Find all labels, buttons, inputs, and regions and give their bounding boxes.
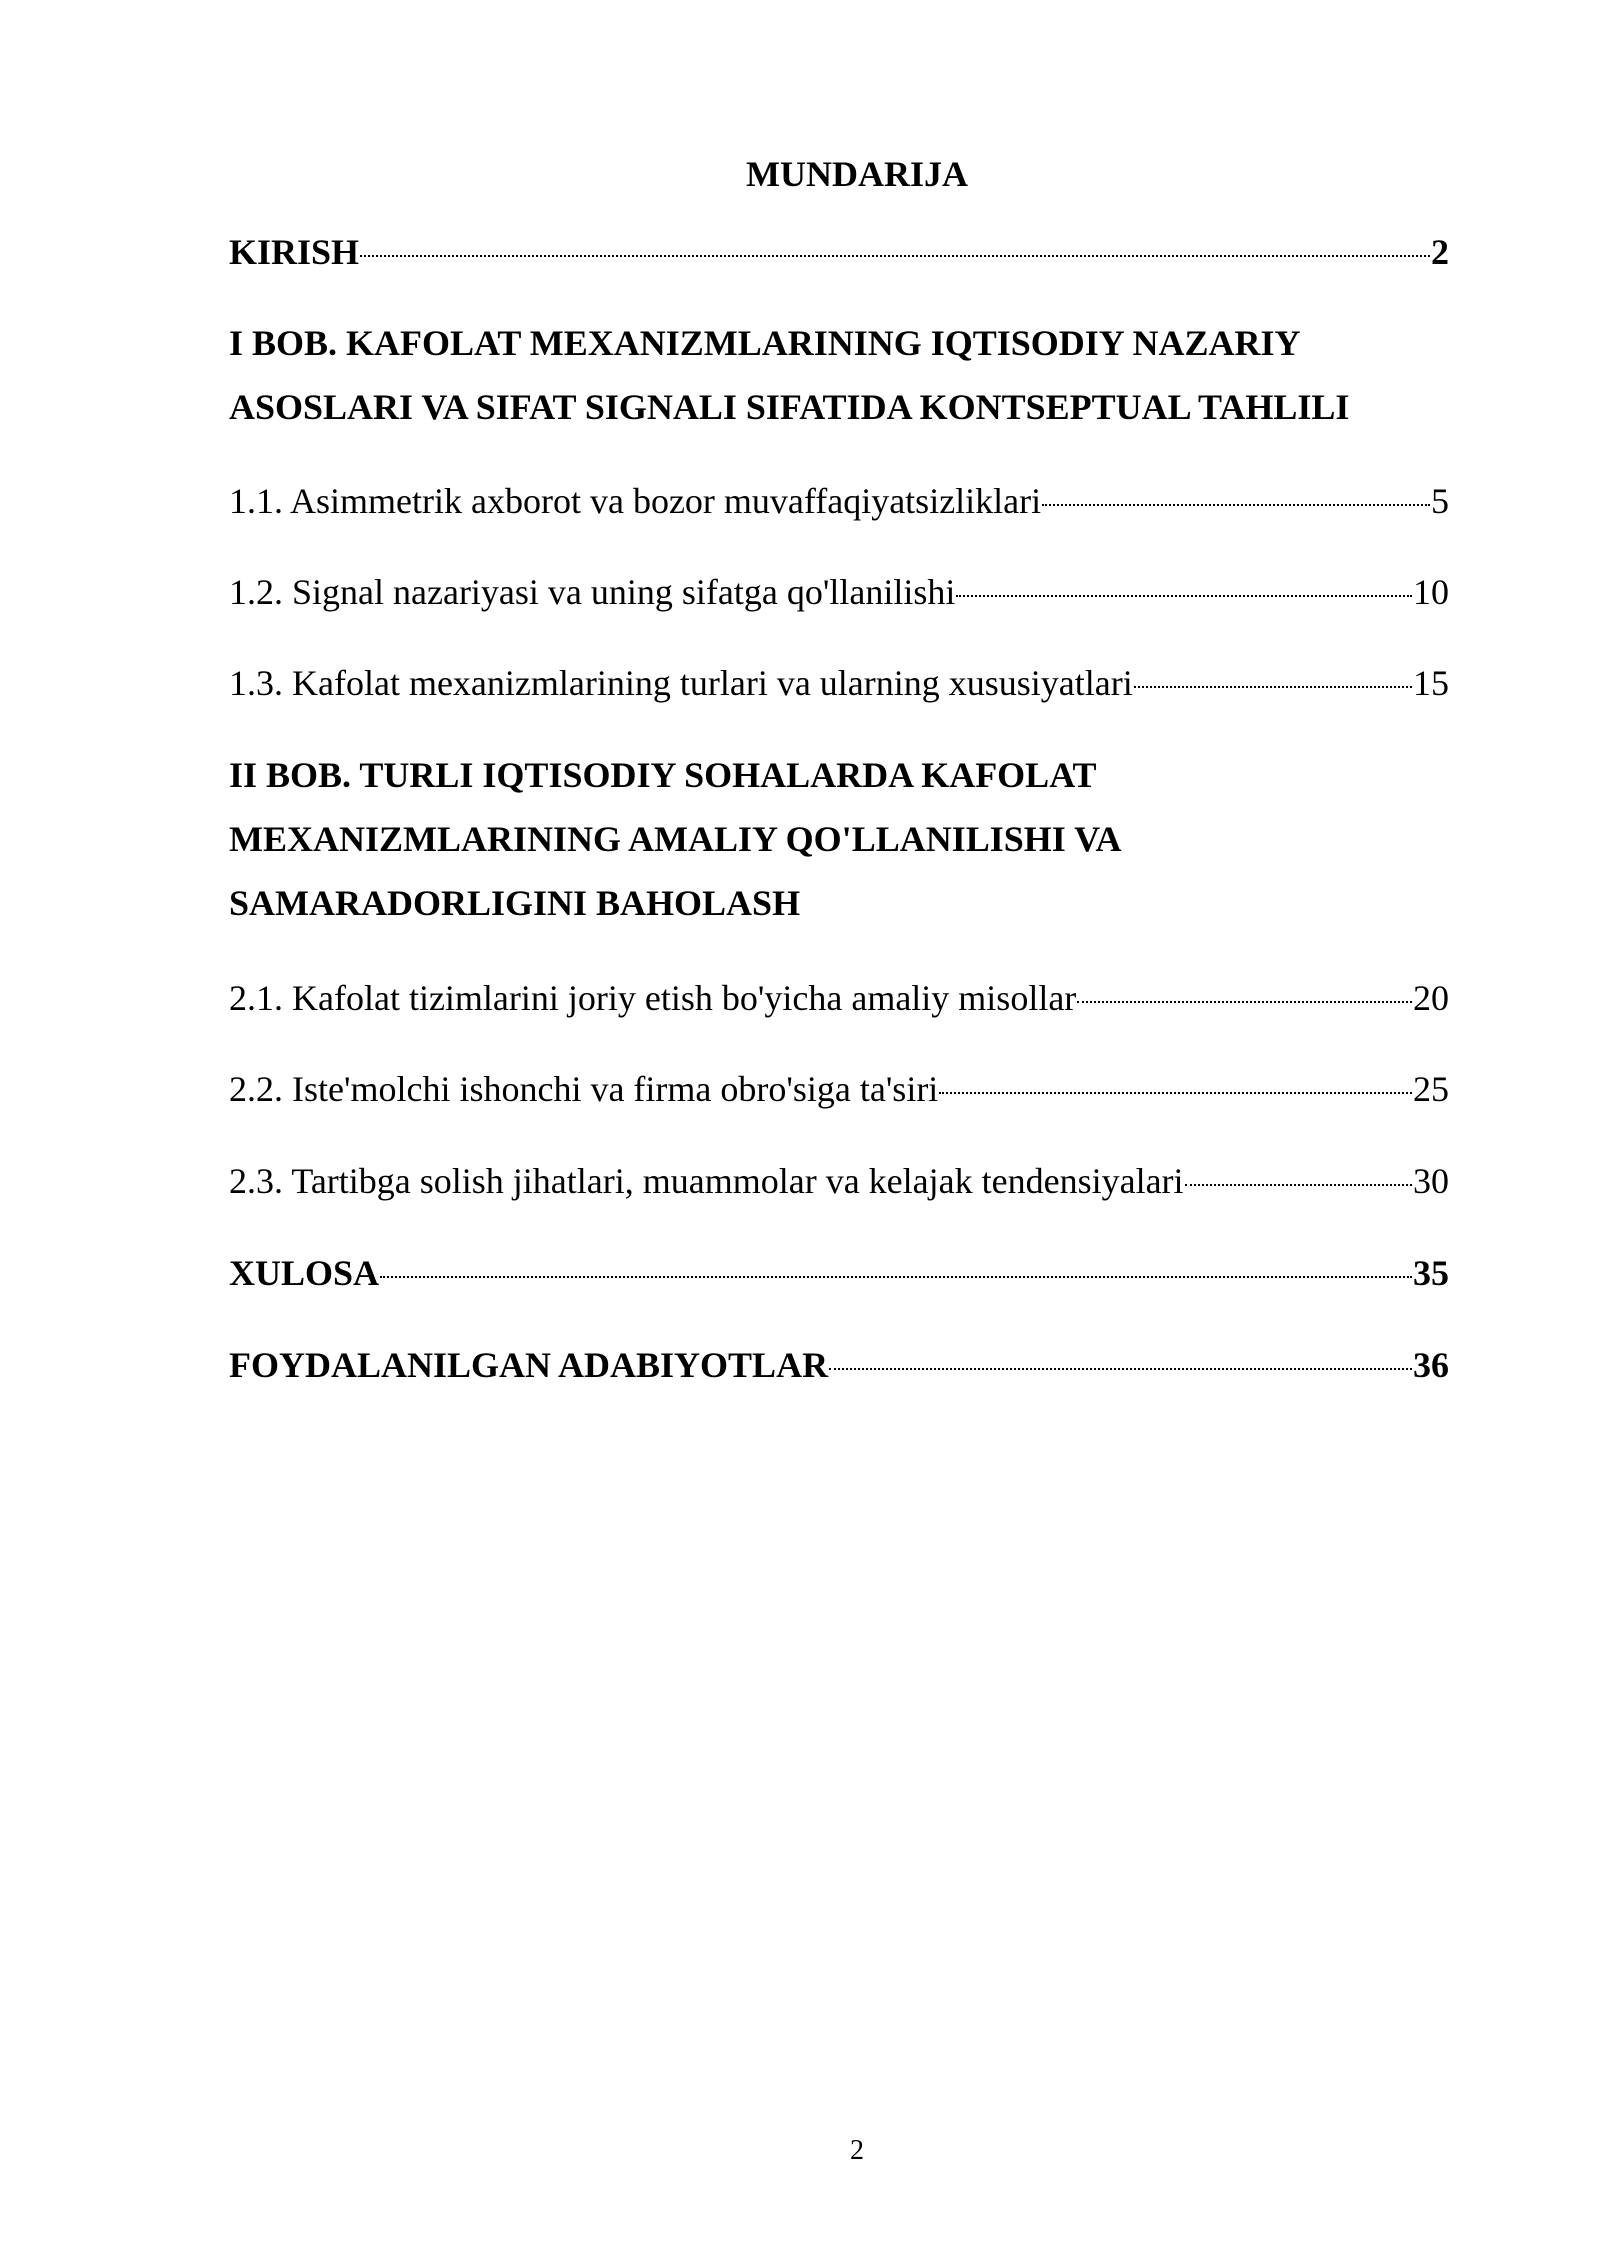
dot-leader — [956, 595, 1412, 597]
toc-entry-label: 1.3. Kafolat mexanizmlarining turlari va ularning xususiyatlari — [229, 663, 1133, 703]
toc-entry-page: 5 — [1431, 481, 1449, 521]
toc-entry-kirish[interactable] — [229, 230, 1449, 274]
chapter-2-heading-line-2: MEXANIZMLARINING AMALIY QO'LLANILISHI VA — [229, 819, 1122, 859]
toc-entry-label: 2.2. Iste'molchi ishonchi va firma obro'siga ta'siri — [229, 1069, 939, 1109]
toc-entry-2-3[interactable] — [229, 1159, 1449, 1203]
toc-entry-2-2[interactable] — [229, 1067, 1449, 1111]
dot-leader — [1077, 1001, 1412, 1003]
toc-entry-page: 20 — [1413, 978, 1449, 1018]
toc-entry-page: 15 — [1413, 663, 1449, 703]
toc-entry-label: 2.3. Tartibga solish jihatlari, muammolar va kelajak tendensiyalari — [229, 1161, 1184, 1201]
toc-entry-label: 2.1. Kafolat tizimlarini joriy etish bo'yicha amaliy misollar — [229, 978, 1077, 1018]
toc-entry-page: 30 — [1413, 1161, 1449, 1201]
toc-entry-label: 1.2. Signal nazariyasi va uning sifatga qo'llanilishi — [229, 572, 956, 612]
dot-leader — [829, 1368, 1412, 1370]
dot-leader — [1185, 1184, 1412, 1186]
toc-entry-xulosa[interactable] — [229, 1251, 1449, 1295]
toc-entry-page: 36 — [1413, 1345, 1449, 1385]
chapter-2-heading-line-1: II BOB. TURLI IQTISODIY SOHALARDA KAFOLAT — [229, 755, 1097, 795]
toc-entry-label: KIRISH — [229, 232, 360, 272]
dot-leader — [939, 1092, 1412, 1094]
toc-entry-1-1[interactable] — [229, 479, 1449, 523]
toc-title: MUNDARIJA — [746, 154, 968, 194]
toc-entry-label: FOYDALANILGAN ADABIYOTLAR — [229, 1345, 829, 1385]
page-number: 2 — [850, 2135, 864, 2166]
chapter-2-heading[interactable] — [229, 743, 1449, 935]
toc-entry-2-1[interactable] — [229, 976, 1449, 1020]
dot-leader — [1134, 686, 1412, 688]
toc-entry-label: XULOSA — [229, 1253, 380, 1293]
dot-leader — [360, 255, 1430, 257]
dot-leader — [1042, 504, 1430, 506]
chapter-1-heading-line-2: ASOSLARI VA SIFAT SIGNALI SIFATIDA KONTSEPTUAL TAHLILI — [229, 387, 1350, 427]
chapter-1-heading-line-1: I BOB. KAFOLAT MEXANIZMLARINING IQTISODIY NAZARIY — [229, 323, 1301, 363]
toc-entry-1-3[interactable] — [229, 661, 1449, 705]
toc-entry-page: 2 — [1431, 232, 1449, 272]
toc-entry-1-2[interactable] — [229, 570, 1449, 614]
toc-entry-references[interactable] — [229, 1343, 1449, 1387]
chapter-1-heading[interactable] — [229, 311, 1449, 439]
toc-entry-label: 1.1. Asimmetrik axborot va bozor muvaffaqiyatsizliklari — [229, 481, 1042, 521]
toc-entry-page: 35 — [1413, 1253, 1449, 1293]
toc-entry-page: 25 — [1413, 1069, 1449, 1109]
chapter-2-heading-line-3: SAMARADORLIGINI BAHOLASH — [229, 883, 801, 923]
dot-leader — [380, 1276, 1412, 1278]
toc-entry-page: 10 — [1413, 572, 1449, 612]
